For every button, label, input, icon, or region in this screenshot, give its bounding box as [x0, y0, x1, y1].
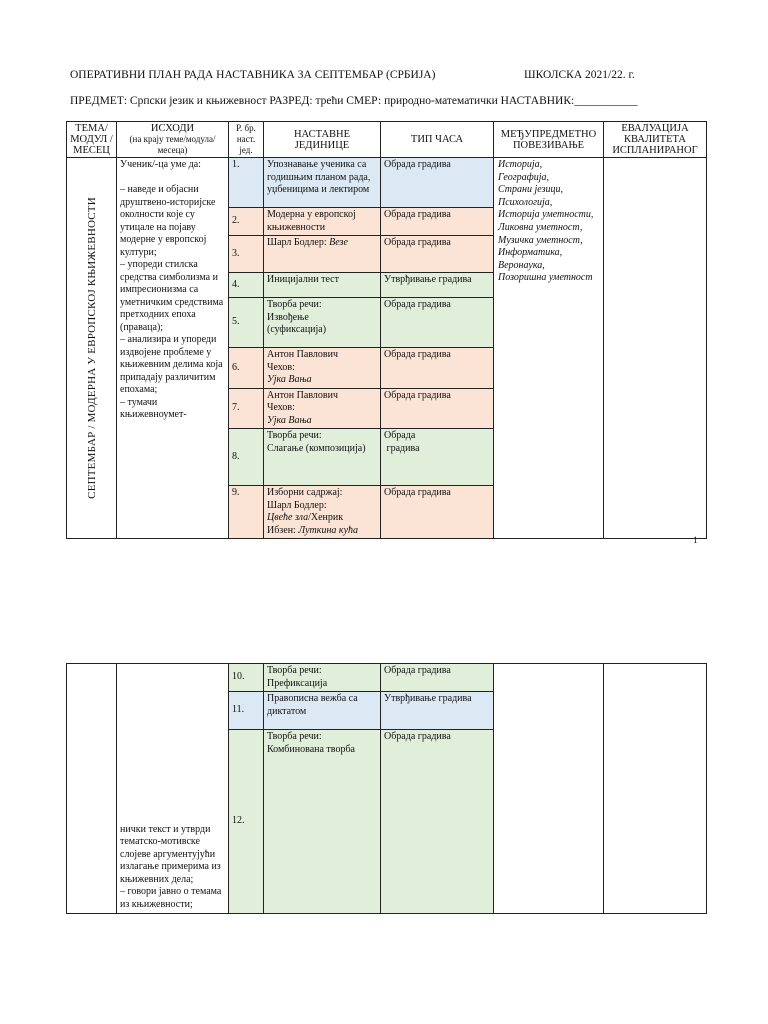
outcomes-cell — [117, 664, 229, 914]
unit-work-title: Везе — [329, 237, 348, 248]
unit-text: Слагање (композиција) — [267, 442, 366, 454]
outcomes-text: Ученик/-ца уме да: – наведе и објасни друштвено-историјске околности које су утицале на појаву модерне у европској култури; – упореди стилска средства симболизма и импресионизма са уметничким средствима претходних епоха (праваца); – анализира и упореди издвојене проблеме у књижевним делима која припадају различитим епохама; – тумачи књижевноумет- — [120, 159, 224, 420]
evaluation-cell — [604, 158, 707, 539]
unit-cell — [264, 348, 381, 389]
link-item: Историја уметности, — [498, 209, 594, 221]
row-number: 3. — [229, 236, 264, 273]
type-cell: Обрада градива — [381, 730, 494, 914]
type-cell: Обрада градива — [381, 236, 494, 273]
unit-text: Модерна у европској књижевности — [267, 209, 356, 233]
link-item: Ликовна уметност, — [498, 221, 583, 233]
evaluation-cell — [604, 664, 707, 914]
row-number: 11. — [229, 692, 264, 730]
theme-label: СЕПТЕМБАР / МОДЕРНА У ЕВРОПСКОЈ КЊИЖЕВНОСТИ — [85, 197, 98, 499]
col-header-jedinice: НАСТАВНЕ ЈЕДИНИЦЕ — [264, 122, 381, 158]
unit-cell — [264, 664, 381, 692]
type-cell: Обрада градива — [381, 388, 494, 429]
table-row — [67, 664, 707, 692]
unit-work-title: Ујка Вања — [267, 374, 312, 385]
unit-text: Шарл Бодлер: — [267, 499, 327, 511]
type-cell: Обрада градива — [381, 429, 494, 486]
unit-text: Творба речи: — [267, 430, 322, 441]
unit-cell — [264, 208, 381, 236]
outcomes-text: нички текст и утврди тематско-мотивске слојеве аргументујући излагање примерима из књижевних дела; – говори јавно о темама из књижевности; — [120, 823, 222, 910]
unit-text: Ибзен: — [267, 524, 299, 536]
outcomes-cell — [117, 158, 229, 539]
row-number: 6. — [229, 348, 264, 389]
header-row — [67, 122, 707, 158]
unit-cell — [264, 486, 381, 539]
link-item: Страни језици, — [498, 184, 563, 196]
col-header-ishodi — [117, 122, 229, 158]
type-cell: Утврђивање градива — [381, 273, 494, 298]
unit-text: Чехов: — [267, 402, 295, 413]
col-header-rbr: Р. бр. наст. јед. — [229, 122, 264, 158]
unit-work-title: Цвеће зла — [267, 512, 309, 523]
unit-text: Антон Павлович — [267, 389, 339, 401]
col-header-medjupredmetno: МЕЂУПРЕДМЕТНО ПОВЕЗИВАЊЕ — [494, 122, 604, 158]
links-cell — [494, 158, 604, 539]
unit-work-title: Ујка Вања — [267, 414, 312, 426]
unit-cell — [264, 730, 381, 914]
unit-cell — [264, 388, 381, 429]
row-number: 1. — [229, 158, 264, 208]
school-year: ШКОЛСКА 2021/22. г. — [524, 69, 635, 81]
link-item: Позоришна уметност — [498, 272, 593, 284]
type-cell: Утврђивање градива — [381, 692, 494, 730]
link-item: Информатика, — [498, 247, 563, 259]
unit-text: Шарл Бодлер: — [267, 237, 330, 248]
col-header-evaluacija: ЕВАЛУАЦИЈА КВАЛИТЕТА ИСПЛАНИРАНОГ — [604, 122, 707, 158]
plan-table-page1 — [66, 121, 707, 539]
type-cell: Обрада градива — [381, 298, 494, 348]
row-number: 4. — [229, 273, 264, 298]
row-number: 8. — [229, 429, 264, 486]
unit-text: Творба речи: — [267, 665, 322, 676]
unit-cell — [264, 692, 381, 730]
row-number: 5. — [229, 298, 264, 348]
unit-cell — [264, 273, 381, 298]
unit-cell — [264, 158, 381, 208]
col-header-ishodi-sub: (на крају теме/модула/месеца) — [129, 134, 216, 155]
theme-cell — [67, 664, 117, 914]
unit-cell — [264, 298, 381, 348]
unit-text: Чехов: — [267, 361, 295, 373]
unit-cell — [264, 236, 381, 273]
unit-text: (суфиксација) — [267, 324, 327, 335]
row-number: 2. — [229, 208, 264, 236]
type-cell: Обрада градива — [381, 158, 494, 208]
type-cell: Обрада градива — [381, 208, 494, 236]
link-item: Психологија, — [498, 196, 553, 208]
unit-text: Префиксација — [267, 677, 328, 689]
link-item: Географија, — [498, 171, 549, 183]
theme-cell — [67, 158, 117, 539]
unit-text: Изборни садржај: — [267, 487, 343, 498]
table-row — [67, 158, 707, 208]
unit-text: Иницијални тест — [267, 274, 339, 285]
unit-text: Комбинована творба — [267, 743, 355, 755]
unit-text: Правописна вежба са диктатом — [267, 693, 358, 717]
type-cell: Обрада градива — [381, 348, 494, 389]
plan-table-page2 — [66, 663, 707, 914]
unit-cell — [264, 429, 381, 486]
row-number: 7. — [229, 388, 264, 429]
unit-text: Творба речи: — [267, 299, 322, 310]
row-number: 12. — [229, 730, 264, 914]
unit-text: /Хенрик — [308, 512, 344, 523]
subject-line: ПРЕДМЕТ: Српски језик и књижевност РАЗРЕД: трећи СМЕР: природно-математички НАСТАВНИК:___________ — [70, 95, 638, 107]
links-cell — [494, 664, 604, 914]
link-item: Музичка уметност, — [498, 234, 583, 246]
row-number: 10. — [229, 664, 264, 692]
col-header-tip: ТИП ЧАСА — [381, 122, 494, 158]
plan-title: ОПЕРАТИВНИ ПЛАН РАДА НАСТАВНИКА ЗА СЕПТЕМБАР (СРБИЈА) — [70, 69, 436, 81]
page-number: 1 — [693, 535, 698, 545]
col-header-ishodi-title: ИСХОДИ — [150, 123, 195, 134]
unit-text: Извођење — [267, 311, 309, 323]
link-item: Веронаука, — [498, 259, 545, 271]
link-item: Историја, — [498, 159, 543, 170]
unit-text: Упознавање ученика са годишњим планом рада, уџбеницима и лектиром — [267, 159, 371, 195]
unit-text: Антон Павлович — [267, 349, 339, 360]
unit-work-title: Луткина кућа — [298, 524, 359, 536]
col-header-tema: ТЕМА/ МОДУЛ /МЕСЕЦ — [67, 122, 117, 158]
type-cell: Обрада градива — [381, 486, 494, 539]
unit-text: Творба речи: — [267, 731, 322, 742]
row-number: 9. — [229, 486, 264, 539]
type-cell: Обрада градива — [381, 664, 494, 692]
